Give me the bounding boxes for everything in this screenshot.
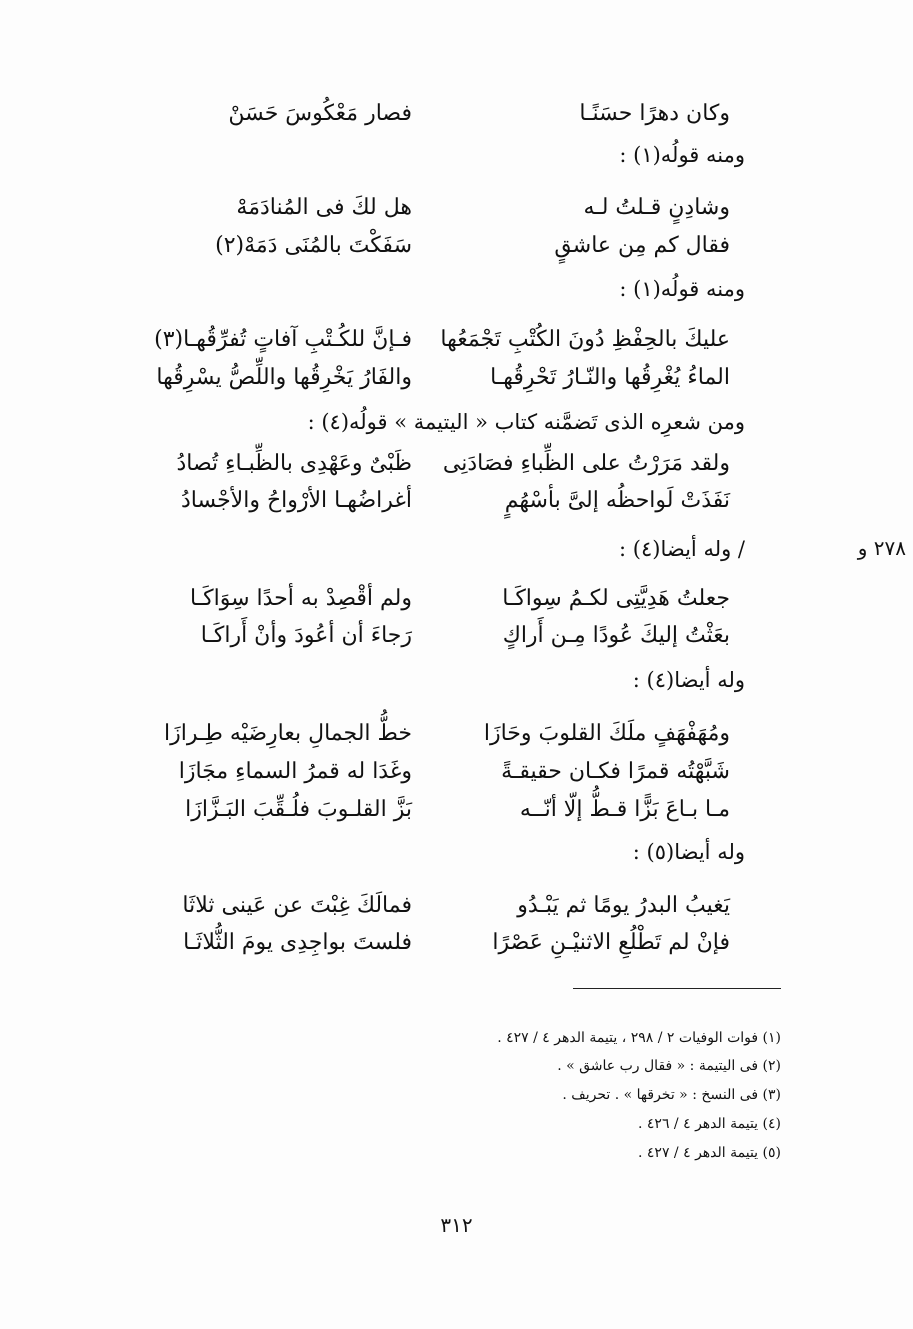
verse-line (150, 754, 730, 790)
second-hemistich: بَزَّ القلـوبَ فلُـقِّبَ البَـزَّازَا (185, 797, 412, 822)
intro-line: وله أيضا(٤) : (632, 668, 745, 692)
intro-line: ومن شعرِه الذى تَضمَّنه كتاب « اليتيمة » قولُه(٤) : (307, 410, 745, 434)
second-hemistich: فمالَكَ غِبْتَ عن عَينى ثلاثَا (182, 893, 412, 918)
verse-line (150, 96, 730, 132)
second-hemistich: ظَبْىٌ وعَهْدِى بالظِّبـاءِ تُصادُ (176, 451, 412, 476)
page-number: ٣١٢ (440, 1213, 473, 1237)
intro-line: وله أيضا(٥) : (632, 840, 745, 864)
first-hemistich: شَبَّهْتُه قمرًا فكـان حقيقـةً (501, 759, 730, 784)
verse-line (150, 581, 730, 617)
second-hemistich: ولم أقْصِدْ به أحدًا سِوَاكَـا (189, 586, 412, 611)
verse-line (150, 925, 730, 961)
first-hemistich: جعلتُ هَدِيَّتِى لكـمُ سِواكَـا (502, 586, 730, 611)
second-hemistich: فصار مَعْكُوسَ حَسَنْ (228, 101, 412, 126)
intro-line: / وله أيضا(٤) : (619, 537, 745, 561)
second-hemistich: سَفَكْتَ بالمُنَى دَمَهْ(٢) (215, 233, 412, 258)
verse-line (150, 322, 730, 358)
verse-line (150, 716, 730, 752)
second-hemistich: رَجاءَ أن أعُودَ وأنْ أَراكَـا (200, 623, 412, 648)
first-hemistich: ولقد مَرَرْتُ على الظِّباءِ فصَادَنِى (442, 451, 730, 476)
second-hemistich: فـإنَّ للكُـتْبِ آفاتٍ تُفرِّقُهـا(٣) (154, 327, 412, 352)
first-hemistich: عليكَ بالحِفْظِ دُونَ الكُتْبِ تَجْمَعُها (440, 327, 730, 352)
verse-line (150, 792, 730, 828)
verse-line (150, 483, 730, 519)
first-hemistich: يَغيبُ البدرُ يومًا ثم يَبْـدُو (517, 893, 730, 918)
first-hemistich: نَفَذَتْ لَواحظُه إلىَّ بأسْهُمٍ (504, 488, 730, 513)
second-hemistich: هل لكَ فى المُنادَمَهْ (236, 195, 412, 220)
footnote: (١) فوات الوفيات ٢ / ٢٩٨ ، يتيمة الدهر ٤ / ٤٢٧ . (497, 1030, 781, 1046)
verse-line (150, 446, 730, 482)
intro-line: ومنه قولُه(١) : (619, 143, 745, 167)
verse-line (150, 618, 730, 654)
footnote: (٢) فى اليتيمة : « فقال رب عاشق » . (557, 1058, 781, 1074)
footnote: (٥) يتيمة الدهر ٤ / ٤٢٧ . (638, 1145, 781, 1161)
first-hemistich: بعَثْتُ إليكَ عُودًا مِـن أَراكٍ (502, 623, 730, 648)
verse-line (150, 190, 730, 226)
verse-line (150, 888, 730, 924)
footnote: (٤) يتيمة الدهر ٤ / ٤٢٦ . (638, 1116, 781, 1132)
verse-line (150, 228, 730, 264)
verse-line (150, 360, 730, 396)
first-hemistich: فقال كم مِن عاشقٍ (554, 233, 730, 258)
first-hemistich: ومُهَفْهَفٍ ملَكَ القلوبَ وحَازَا (483, 721, 730, 746)
margin-folio-note: ٢٧٨ و (857, 536, 906, 560)
first-hemistich: وكان دهرًا حسَنًـا (579, 101, 730, 126)
footnote-divider (573, 988, 781, 989)
first-hemistich: الماءُ يُغْرِقُها والنّـارُ تَحْرِقُهـا (490, 365, 730, 390)
second-hemistich: خطُّ الجمالِ بعارِضَيْه طِـرازَا (163, 721, 412, 746)
second-hemistich: فلستَ بواجِدِى يومَ الثُّلاثَـا (183, 930, 412, 955)
second-hemistich: وغَدَا له قمرُ السماءِ مجَازَا (178, 759, 412, 784)
intro-line: ومنه قولُه(١) : (619, 277, 745, 301)
first-hemistich: فإنْ لم تَطْلُعِ الاثنيْـنِ عَصْرًا (492, 930, 730, 955)
footnote: (٣) فى النسخ : « تخرقها » . تحريف . (562, 1087, 781, 1103)
second-hemistich: أغراضُهـا الأرْواحُ والأجْسادُ (180, 488, 412, 513)
first-hemistich: مـا بـاعَ بَزًّا قـطُّ إلّا أنّــه (519, 797, 730, 822)
first-hemistich: وشادِنٍ قـلتُ لـه (583, 195, 730, 220)
second-hemistich: والفَارُ يَخْرِقُها واللِّصُّ يسْرِقُها (156, 365, 412, 390)
